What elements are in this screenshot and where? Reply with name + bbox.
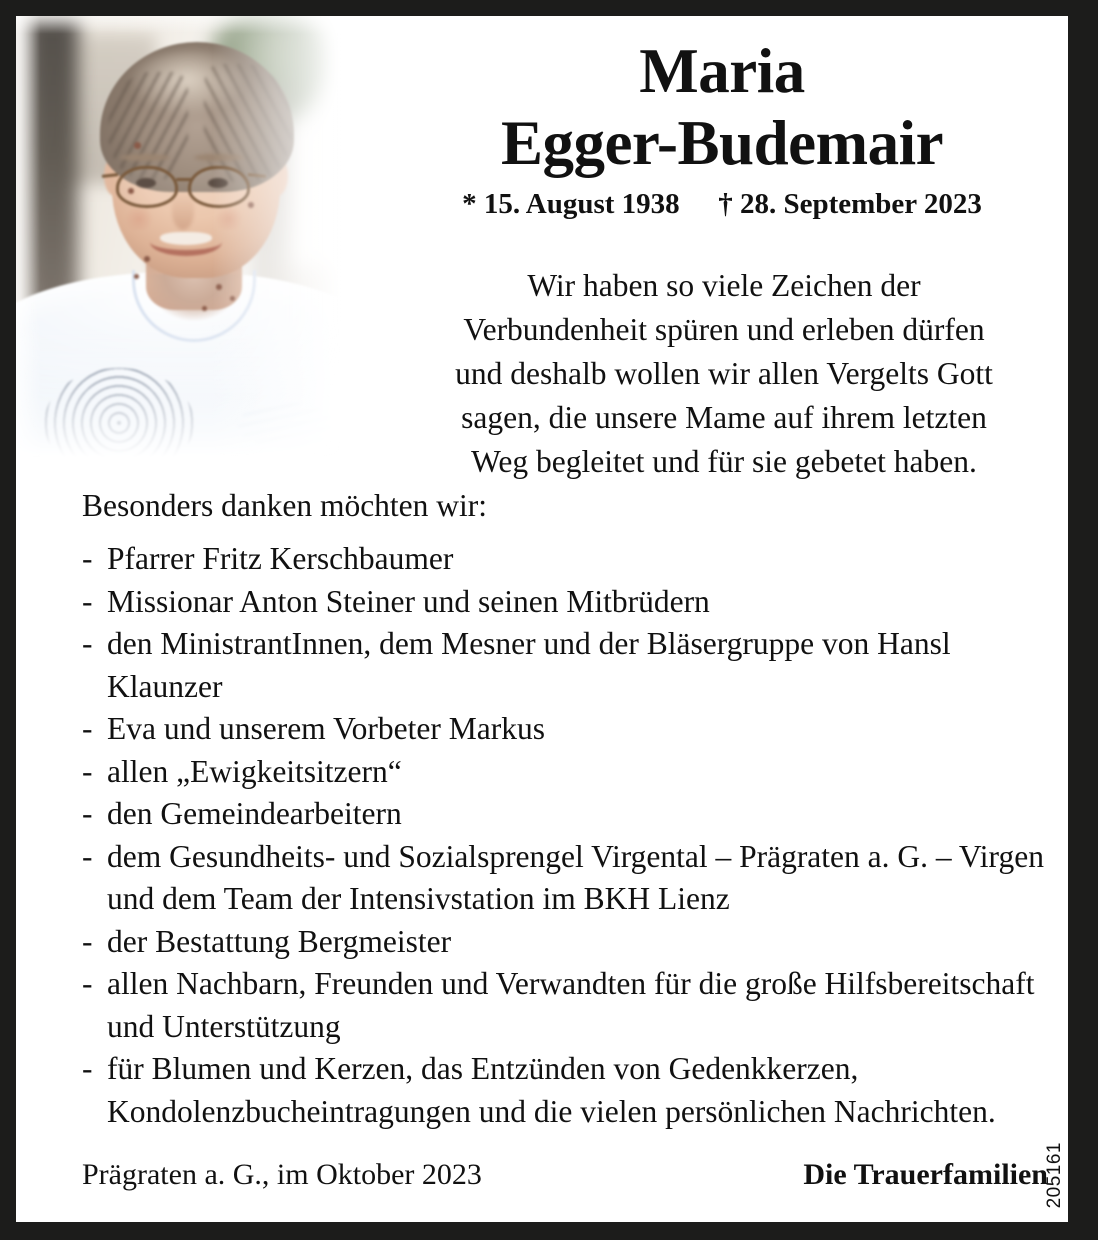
thanks-item-text: den Gemeindearbeitern: [107, 796, 402, 831]
list-bullet: -: [82, 541, 93, 576]
thanks-item-text: allen „Ewigkeitsitzern“: [107, 753, 402, 789]
thanks-list-item: [82, 538, 1062, 581]
thanks-item-text: für Blumen und Kerzen, das Entzünden von Gedenkkerzen, Kondolenzbucheintragungen und die vielen persönlichen Nachrichten.: [107, 1051, 996, 1129]
birth-symbol: *: [462, 188, 477, 220]
life-dates: [376, 178, 1068, 224]
thanks-item-text: Eva und unserem Vorbeter Markus: [107, 711, 545, 746]
thanks-list-item: [82, 623, 1062, 708]
thanks-list-item: [82, 581, 1062, 624]
signature: Die Trauerfamilien: [803, 1158, 1048, 1191]
thanks-list: [82, 538, 1062, 1133]
reference-number: 205161: [1044, 1141, 1065, 1208]
list-bullet: -: [82, 796, 93, 831]
list-bullet: -: [82, 753, 93, 789]
verse-line: Weg begleitet und für sie gebetet haben.: [471, 444, 977, 479]
thanks-list-item: [82, 751, 1062, 794]
verse-line: sagen, die unsere Mame auf ihrem letzten: [461, 400, 987, 435]
portrait-photo-image: [16, 16, 366, 466]
thanks-item-text: allen Nachbarn, Freunden und Verwandten für die große Hilfsbereitschaft und Unterstützung: [107, 966, 1035, 1044]
portrait-photo: [16, 16, 366, 466]
deceased-name: [376, 16, 1068, 178]
birth-date: 15. August 1938: [483, 188, 680, 220]
thanks-list-item: [82, 793, 1062, 836]
place-and-date: Prägraten a. G., im Oktober 2023: [82, 1158, 482, 1191]
list-bullet: -: [82, 583, 93, 619]
thanks-item-text: den MinistrantInnen, dem Mesner und der Bläsergruppe von Hansl Klaunzer: [107, 626, 951, 704]
deceased-first-name: Maria: [639, 36, 805, 106]
verse-line: Wir haben so viele Zeichen der: [527, 268, 921, 303]
thanks-list-item: [82, 836, 1062, 921]
deceased-header: [376, 16, 1068, 224]
verse-line: Verbundenheit spüren und erleben dürfen: [463, 312, 985, 347]
memorial-verse: [388, 264, 1060, 484]
obituary-card: [16, 16, 1068, 1222]
list-bullet: -: [82, 711, 93, 746]
thanks-list-item: [82, 921, 1062, 964]
thanks-item-text: Pfarrer Fritz Kerschbaumer: [107, 541, 454, 576]
thanks-item-text: dem Gesundheits- und Sozialsprengel Virgental – Prägraten a. G. – Virgen und dem Team der Intensivstation im BKH Lienz: [107, 838, 1044, 916]
thanks-item-text: Missionar Anton Steiner und seinen Mitbrüdern: [107, 583, 710, 619]
list-bullet: -: [82, 966, 93, 1001]
list-bullet: -: [82, 838, 93, 874]
photo-white-vignette: [16, 16, 366, 466]
thanks-list-item: [82, 963, 1062, 1048]
deceased-last-name: Egger-Budemair: [500, 108, 944, 178]
card-footer: [82, 1158, 1048, 1192]
death-symbol: †: [718, 188, 733, 220]
list-bullet: -: [82, 626, 93, 661]
death-date: 28. September 2023: [739, 188, 982, 220]
thanks-list-item: [82, 1048, 1062, 1133]
list-bullet: -: [82, 1051, 93, 1086]
list-bullet: -: [82, 923, 93, 959]
thanks-item-text: der Bestattung Bergmeister: [107, 923, 452, 959]
verse-line: und deshalb wollen wir allen Vergelts Gott: [455, 356, 993, 391]
thanks-list-item: [82, 708, 1062, 751]
thanks-intro: Besonders danken möchten wir:: [82, 488, 488, 523]
